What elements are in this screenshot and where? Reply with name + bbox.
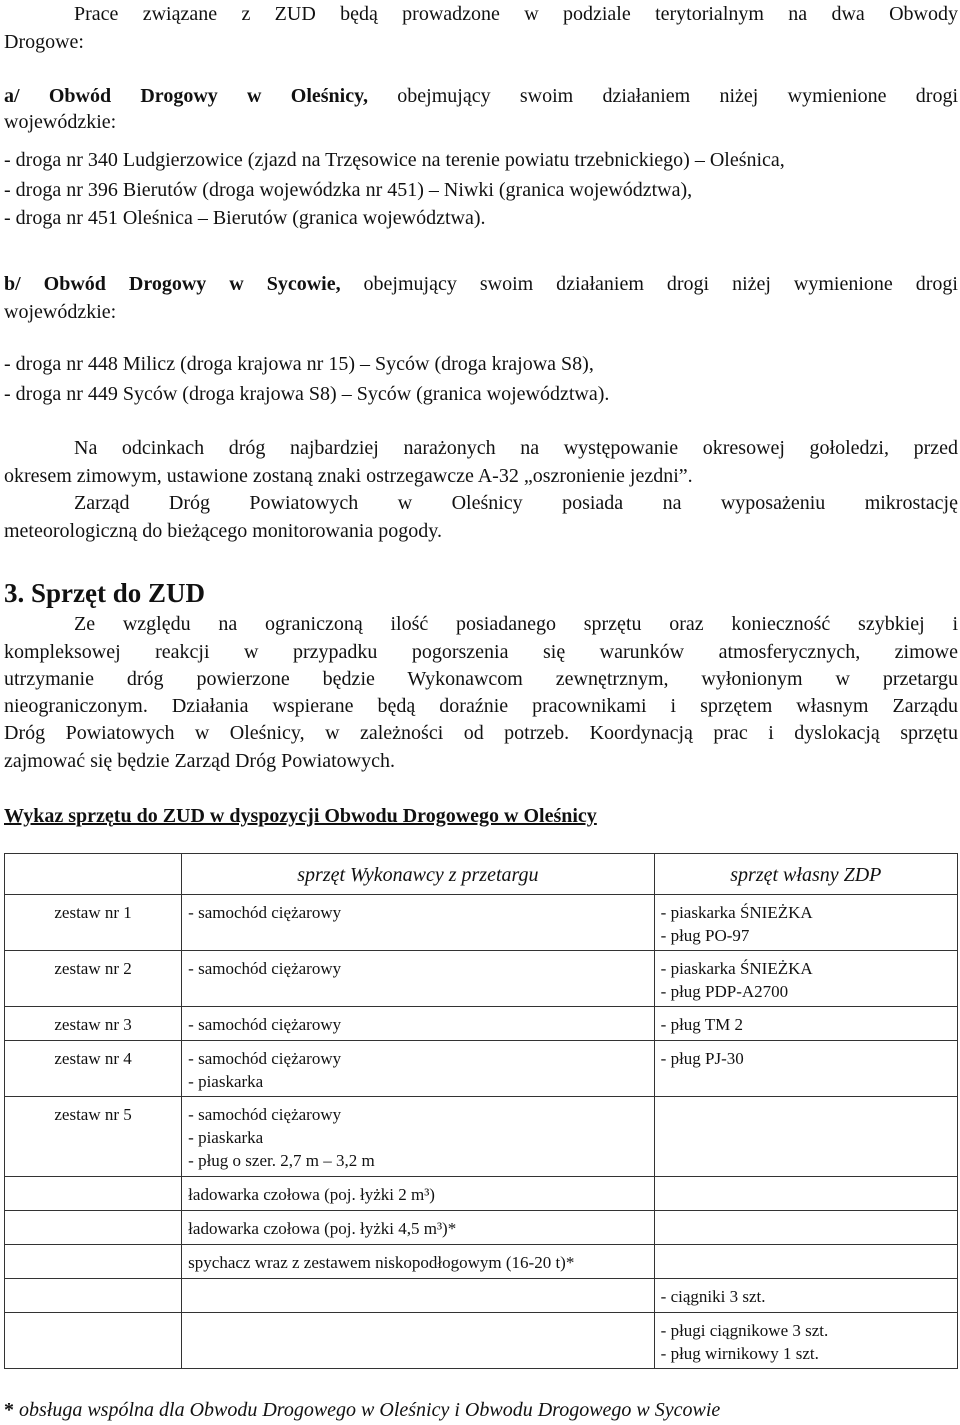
table-cell-c1 [182,1211,654,1245]
b-item-1: - droga nr 448 Milicz (droga krajowa nr 15) – Syców (droga krajowa S8), [4,353,594,375]
table-cell-c0 [5,1313,182,1369]
cell-line: - pług PJ-30 [660,1049,744,1068]
cell-line: zestaw nr 2 [54,959,132,978]
table-row [5,1097,958,1177]
ice-line2: okresem zimowym, ustawione zostaną znaki ostrzegawcze A-32 „oszronienie jezdni”. [4,465,693,487]
table-title: Wykaz sprzętu do ZUD w dyspozycji Obwodu Drogowego w Oleśnicy [4,805,597,827]
a-item-3: - droga nr 451 Oleśnica – Bierutów (granica województwa). [4,207,486,229]
cell-line: - samochód ciężarowy [188,1015,342,1034]
table-cell-c1 [182,1279,654,1313]
table-cell-c0 [5,1177,182,1211]
table-cell-c1 [182,1007,654,1041]
cell-line: spychacz wraz z zestawem niskopodłogowym (16-20 t)* [188,1253,575,1272]
table-cell-c2 [654,951,957,1007]
table-header-contractor: sprzęt Wykonawcy z przetargu [182,854,654,895]
cell-line: - samochód ciężarowy [188,903,342,922]
section3-line6: zajmować się będzie Zarząd Dróg Powiatowych. [4,750,395,772]
a-item-2: - droga nr 396 Bierutów (droga wojewódzka nr 451) – Niwki (granica województwa), [4,179,693,201]
a-item-1: - droga nr 340 Ludgierzowice (zjazd na Trzęsowice na terenie powiatu trzebnickiego) – Oleśnica, [4,149,785,171]
table-cell-c0 [5,1097,182,1177]
table-cell-c2 [654,1313,957,1369]
para1-line2: Drogowe: [4,31,84,53]
footnote-star: * [4,1399,14,1421]
ice-line4: meteorologiczną do bieżącego monitorowania pogody. [4,520,442,542]
ice-line1: Na odcinkach dróg najbardziej narażonych na występowanie okresowej gołoledzi, przed [74,437,958,459]
a-section-rest: obejmujący swoim działaniem niżej wymienione drogi [368,85,959,107]
table-cell-c2 [654,1245,957,1279]
cell-line: - piaskarka [188,1128,264,1147]
table-cell-c0 [5,1007,182,1041]
table-row [5,895,958,951]
table-cell-c1 [182,951,654,1007]
cell-line: zestaw nr 3 [54,1015,132,1034]
cell-line: - pług wirnikowy 1 szt. [660,1344,819,1363]
table-cell-c2 [654,1041,957,1097]
section3-heading: 3. Sprzęt do ZUD [4,578,205,608]
table-row [5,951,958,1007]
table-header-own: sprzęt własny ZDP [654,854,957,895]
cell-line: - pług o szer. 2,7 m – 3,2 m [188,1151,375,1170]
table-cell-c2 [654,1007,957,1041]
table-cell-c1 [182,1245,654,1279]
ice-line3: Zarząd Dróg Powiatowych w Oleśnicy posiada na wyposażeniu mikrostację [74,492,958,514]
table-row [5,1041,958,1097]
para1-line1: Prace związane z ZUD będą prowadzone w podziale terytorialnym na dwa Obwody [74,3,958,25]
b-section-heading [4,270,958,298]
section3-line1: Ze względu na ograniczoną ilość posiadanego sprzętu oraz konieczność szybkiej i [74,613,958,635]
b-section-rest: obejmujący swoim działaniem drogi niżej wymienione drogi [340,273,958,295]
cell-line: - samochód ciężarowy [188,959,342,978]
table-cell-c0 [5,951,182,1007]
table-cell-c2 [654,1097,957,1177]
section3-line3: utrzymanie dróg powierzone będzie Wykonawcom zewnętrznym, wyłonionym w przetargu [4,668,958,690]
table-row [5,1211,958,1245]
table-row [5,1177,958,1211]
cell-line: - piaskarka ŚNIEŻKA [660,903,813,922]
table-cell-c0 [5,1211,182,1245]
section3-line5: Dróg Powiatowych w Oleśnicy, w zależności od potrzeb. Koordynacją prac i dyslokacją sprzętu [4,722,958,744]
cell-line: - pługi ciągnikowe 3 szt. [660,1321,829,1340]
table-cell-c2 [654,1177,957,1211]
section3-line4: nieograniczonym. Działania wspierane będą doraźnie pracownikami i sprzętem własnym Zarządu [4,695,958,717]
table-cell-c1 [182,1097,654,1177]
a-section-bold: a/ Obwód Drogowy w Oleśnicy, [4,85,368,107]
table-cell-c1 [182,1041,654,1097]
table-cell-c0 [5,1279,182,1313]
b-item-2: - droga nr 449 Syców (droga krajowa S8) – Syców (granica województwa). [4,383,610,405]
table-cell-c2 [654,1211,957,1245]
a-section-heading [4,82,958,110]
footnote [4,1399,720,1422]
table-cell-c2 [654,895,957,951]
cell-line: - samochód ciężarowy [188,1105,342,1124]
table-cell-c1 [182,895,654,951]
table-cell-c0 [5,1245,182,1279]
a-section-line2: wojewódzkie: [4,111,117,133]
cell-line: - piaskarka [188,1072,264,1091]
table-row [5,1279,958,1313]
table-cell-c1 [182,1313,654,1369]
b-section-bold: b/ Obwód Drogowy w Sycowie, [4,273,341,295]
footnote-text: obsługa wspólna dla Obwodu Drogowego w Oleśnicy i Obwodu Drogowego w Sycowie [14,1399,721,1421]
table-cell-c2 [654,1279,957,1313]
table-row [5,1007,958,1041]
table-header-empty [5,854,182,895]
equipment-table [4,853,958,1369]
cell-line: - pług PDP-A2700 [660,982,789,1001]
b-section-line2: wojewódzkie: [4,301,117,323]
cell-line: - ciągniki 3 szt. [660,1287,766,1306]
cell-line: ładowarka czołowa (poj. łyżki 4,5 m³)* [188,1219,457,1238]
section3-line2: kompleksowej reakcji w przypadku pogorszenia się warunków atmosferycznych, zimowe [4,641,958,663]
table-cell-c0 [5,1041,182,1097]
table-cell-c1 [182,1177,654,1211]
cell-line: - piaskarka ŚNIEŻKA [660,959,813,978]
table-cell-c0 [5,895,182,951]
table-row [5,1245,958,1279]
cell-line: zestaw nr 5 [54,1105,132,1124]
cell-line: zestaw nr 1 [54,903,132,922]
cell-line: ładowarka czołowa (poj. łyżki 2 m³) [188,1185,435,1204]
table-row [5,1313,958,1369]
table-header-row [5,854,958,895]
cell-line: - pług PO-97 [660,926,750,945]
cell-line: - samochód ciężarowy [188,1049,342,1068]
cell-line: zestaw nr 4 [54,1049,132,1068]
cell-line: - pług TM 2 [660,1015,743,1034]
